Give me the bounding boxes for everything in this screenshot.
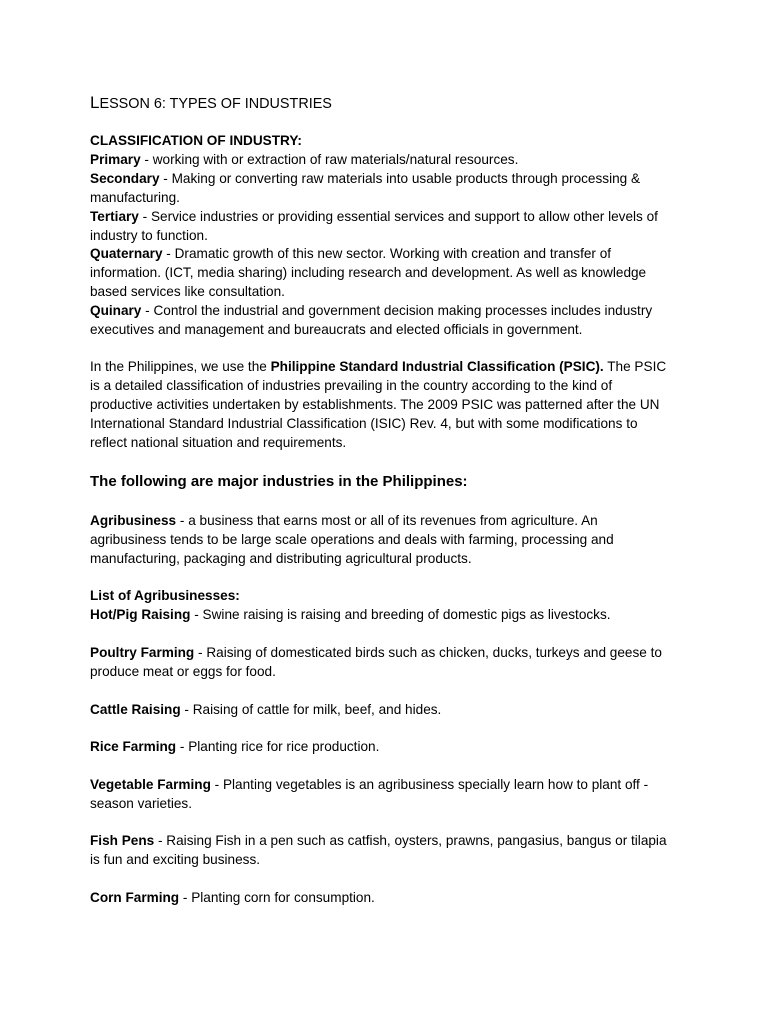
tertiary-text: - Service industries or providing essential services and support to allow other levels of xyxy=(138,208,658,224)
secondary-text-cont: manufacturing. xyxy=(90,189,180,205)
poultry-term: Poultry Farming xyxy=(90,645,195,660)
list-item xyxy=(90,606,680,625)
tertiary-term: Tertiary xyxy=(90,208,139,224)
primary-text: - working with or extraction of raw materials/natural resources. xyxy=(140,151,519,167)
psic-paragraph xyxy=(90,358,680,453)
quinary-text: - Control the industrial and government decision making processes includes industry xyxy=(141,303,653,319)
quaternary-text-cont: information. (ICT, media sharing) including research and development. As well as knowledge xyxy=(90,265,647,281)
psic-name: Philippine Standard Industrial Classification (PSIC). xyxy=(270,359,604,374)
agribusiness-line-1 xyxy=(90,512,680,531)
poultry-text: - Raising of domesticated birds such as chicken, ducks, turkeys and geese to xyxy=(194,645,662,660)
list-item xyxy=(90,701,680,720)
list-item xyxy=(90,776,680,814)
agribusiness-list xyxy=(90,587,680,625)
fish-text: - Raising Fish in a pen such as catfish, oysters, prawns, pangasius, bangus or tilapia xyxy=(154,833,667,848)
secondary-term: Secondary xyxy=(90,170,160,186)
quaternary-text: - Dramatic growth of this new sector. Working with creation and transfer of xyxy=(162,246,612,262)
list-item xyxy=(90,738,680,757)
psic-line-4: International Standard Industrial Classification (ISIC) Rev. 4, but with some modifications to xyxy=(90,415,638,431)
primary-definition xyxy=(90,151,680,170)
tertiary-definition xyxy=(90,208,680,227)
agribusiness-line-2: agribusiness tends to be large scale operations and deals with farming, processing and xyxy=(90,531,614,547)
agribusiness-paragraph xyxy=(90,512,680,569)
fish-term: Fish Pens xyxy=(90,833,155,848)
corn-term: Corn Farming xyxy=(90,890,180,905)
psic-line-2: is a detailed classification of industries prevailing in the country according to the kind of xyxy=(90,377,613,393)
quaternary-term: Quaternary xyxy=(90,246,163,262)
psic-lead: In the Philippines, we use the xyxy=(90,359,271,374)
agribusiness-term: Agribusiness xyxy=(90,513,177,528)
fish-text-cont: is fun and exciting business. xyxy=(90,851,261,867)
poultry-text-cont: produce meat or eggs for food. xyxy=(90,663,276,679)
psic-rest: The PSIC xyxy=(603,359,667,374)
primary-term: Primary xyxy=(90,151,141,167)
quaternary-definition xyxy=(90,245,680,264)
list-heading: List of Agribusinesses: xyxy=(90,588,240,603)
rice-term: Rice Farming xyxy=(90,739,177,754)
classification-heading: CLASSIFICATION OF INDUSTRY: xyxy=(90,133,302,148)
lesson-title xyxy=(90,93,332,114)
tertiary-text-cont: industry to function. xyxy=(90,227,208,243)
psic-line-5: reflect national situation and requirements. xyxy=(90,434,347,450)
list-item xyxy=(90,644,680,682)
quaternary-text-cont2: based services like consultation. xyxy=(90,284,285,300)
secondary-definition xyxy=(90,170,680,189)
quinary-text-cont: executives and management and bureaucrats and elected officials in government. xyxy=(90,322,583,338)
list-item xyxy=(90,889,680,908)
psic-line-1 xyxy=(90,358,680,377)
vegetable-text: - Planting vegetables is an agribusiness specially learn how to plant off - xyxy=(210,777,649,792)
major-industries-heading: The following are major industries in the Philippines: xyxy=(90,473,468,490)
cattle-text: - Raising of cattle for milk, beef, and hides. xyxy=(180,702,442,717)
rice-text: - Planting rice for rice production. xyxy=(176,739,380,754)
secondary-text: - Making or converting raw materials into usable products through processing & xyxy=(159,170,641,186)
agribusiness-line-3: manufacturing, packaging and distributing agricultural products. xyxy=(90,550,472,566)
hog-term: Hot/Pig Raising xyxy=(90,606,191,622)
vegetable-text-cont: season varieties. xyxy=(90,795,193,811)
hog-text: - Swine raising is raising and breeding of domestic pigs as livestocks. xyxy=(190,606,611,622)
list-item xyxy=(90,832,680,870)
classification-section xyxy=(90,132,680,340)
quinary-definition xyxy=(90,302,680,321)
quinary-term: Quinary xyxy=(90,303,142,319)
agribusiness-text: - a business that earns most or all of its revenues from agriculture. An xyxy=(176,513,598,528)
cattle-term: Cattle Raising xyxy=(90,702,181,717)
title-first-letter: L xyxy=(90,93,100,112)
vegetable-term: Vegetable Farming xyxy=(90,777,211,792)
corn-text: - Planting corn for consumption. xyxy=(179,890,375,905)
title-rest: ESSON 6: TYPES OF INDUSTRIES xyxy=(99,96,332,112)
psic-line-3: productive activities undertaken by establishments. The 2009 PSIC was patterned after the UN xyxy=(90,396,660,412)
